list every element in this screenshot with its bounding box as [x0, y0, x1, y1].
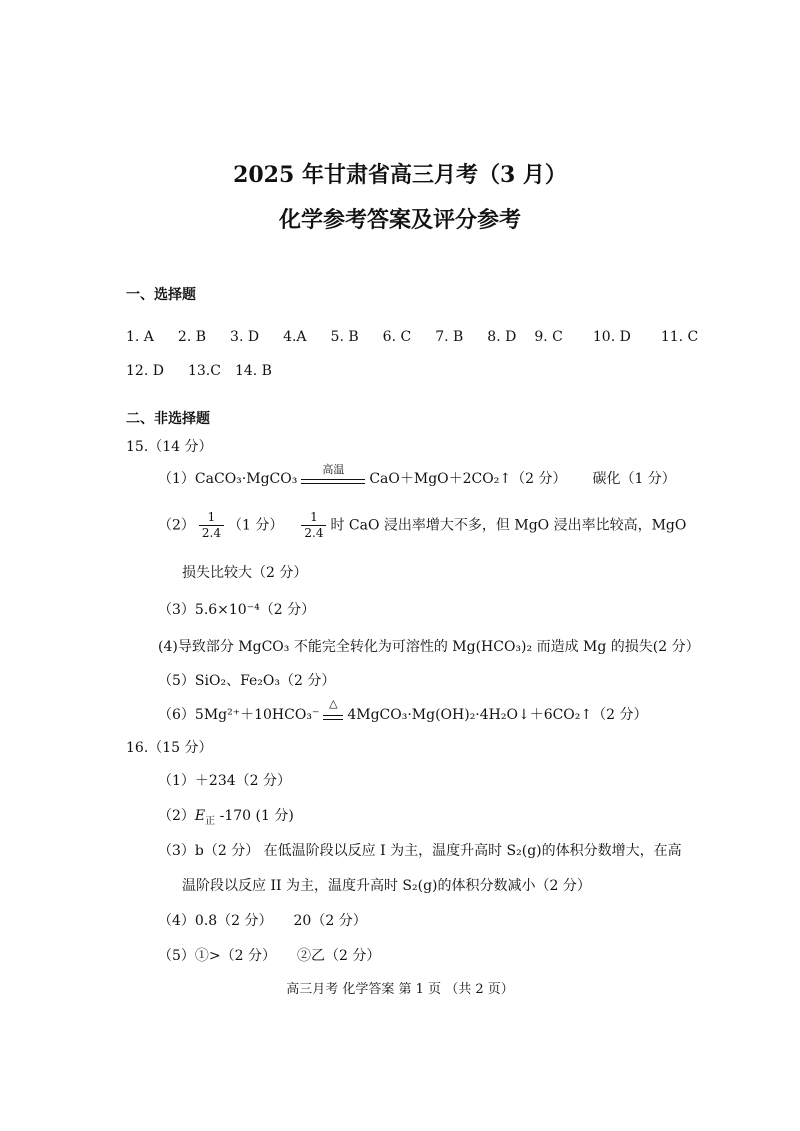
- heat-symbol: △: [329, 697, 338, 710]
- answer-10: 10. D: [592, 329, 631, 345]
- q16-part3-cont: 温阶段以反应 II 为主，温度升高时 S₂(g)的体积分数减小（2 分）: [182, 878, 591, 894]
- q15-part1: [158, 463, 676, 488]
- answer-6: 6. C: [382, 329, 412, 345]
- answer-4: 4.A: [283, 329, 307, 345]
- answer-3: 3. D: [230, 329, 260, 345]
- q16-part3: （3）b（2 分） 在低温阶段以反应 I 为主，温度升高时 S₂(g)的体积分数增大，在高: [158, 843, 682, 859]
- q16-part5: （5）①>（2 分） ②乙（2 分）: [158, 948, 381, 964]
- page-footer: 高三月考 化学答案 第 1 页 （共 2 页）: [286, 982, 514, 997]
- answer-9: 9. C: [534, 329, 563, 345]
- answer-1: 1. A: [126, 329, 154, 345]
- q15-part3: （3）5.6×10⁻⁴（2 分）: [158, 602, 316, 618]
- q16-heading: 16.（15 分）: [126, 740, 213, 756]
- reaction-arrow-high-temp: [301, 463, 365, 488]
- answer-11: 11. C: [660, 329, 699, 345]
- answer-13: 13.C: [187, 363, 221, 379]
- fraction-1-over-2-4-b: [301, 510, 326, 541]
- q15-p1-products: CaO＋MgO＋2CO₂↑（2 分）: [369, 471, 567, 487]
- answer-14: 14. B: [234, 363, 272, 379]
- q16-p2-subscript: 正: [205, 815, 216, 827]
- fraction-denominator: 2.4: [304, 526, 324, 540]
- reaction-condition: 高温: [322, 463, 345, 476]
- fraction-1-over-2-4: [199, 510, 224, 541]
- section-choice-heading: 一、选择题: [126, 287, 196, 303]
- q15-part5: （5）SiO₂、Fe₂O₃（2 分）: [158, 673, 336, 689]
- answer-7: 7. B: [435, 329, 464, 345]
- q15-p2-score: （1 分）: [228, 517, 284, 534]
- q16-p2-label: （2）: [158, 808, 195, 824]
- fraction-numerator: 1: [199, 510, 224, 526]
- answers-row-2: [126, 363, 296, 379]
- fraction-numerator: 1: [301, 510, 326, 526]
- q16-p2-symbol: E: [194, 808, 206, 824]
- q15-p1-label: （1）: [158, 471, 195, 487]
- q15-part2-cont: 损失比较大（2 分）: [182, 565, 308, 581]
- fraction-denominator: 2.4: [201, 526, 222, 540]
- q15-p1-extra: 碳化（1 分）: [592, 471, 676, 487]
- answer-2: 2. B: [177, 329, 207, 345]
- q15-p1-reactants: CaCO₃·MgCO₃: [194, 471, 298, 487]
- answers-row-1: [126, 329, 698, 345]
- reaction-arrow-heat: [323, 697, 343, 724]
- q15-p2-text: 时 CaO 浸出率增大不多，但 MgO 浸出率比较高，MgO: [330, 517, 687, 534]
- q15-heading: 15.（14 分）: [126, 439, 213, 455]
- page-subtitle: 化学参考答案及评分参考: [278, 207, 521, 233]
- section-nonchoice-heading: 二、非选择题: [126, 411, 210, 427]
- q15-part4: (4)导致部分 MgCO₃ 不能完全转化为可溶性的 Mg(HCO₃)₂ 而造成 Mg 的损失(2 分）: [158, 639, 700, 655]
- q16-p2-value: -170 (1 分): [215, 808, 294, 824]
- q16-part2: [158, 805, 294, 827]
- page-title: 2025 年甘肃省高三月考（3 月）: [233, 162, 567, 188]
- q15-p6-reactants: （6）5Mg²⁺＋10HCO₃⁻: [158, 707, 320, 723]
- q16-part4: （4）0.8（2 分） 20（2 分）: [158, 913, 367, 929]
- q15-part6: [158, 697, 648, 724]
- answer-12: 12. D: [126, 363, 164, 379]
- q15-p2-label: （2）: [158, 517, 195, 534]
- q16-part1: （1）＋234（2 分）: [158, 773, 291, 789]
- answer-8: 8. D: [487, 329, 517, 345]
- q15-p6-products: 4MgCO₃·Mg(OH)₂·4H₂O↓＋6CO₂↑（2 分）: [347, 707, 648, 723]
- answer-5: 5. B: [330, 329, 359, 345]
- q15-part2: [158, 510, 686, 541]
